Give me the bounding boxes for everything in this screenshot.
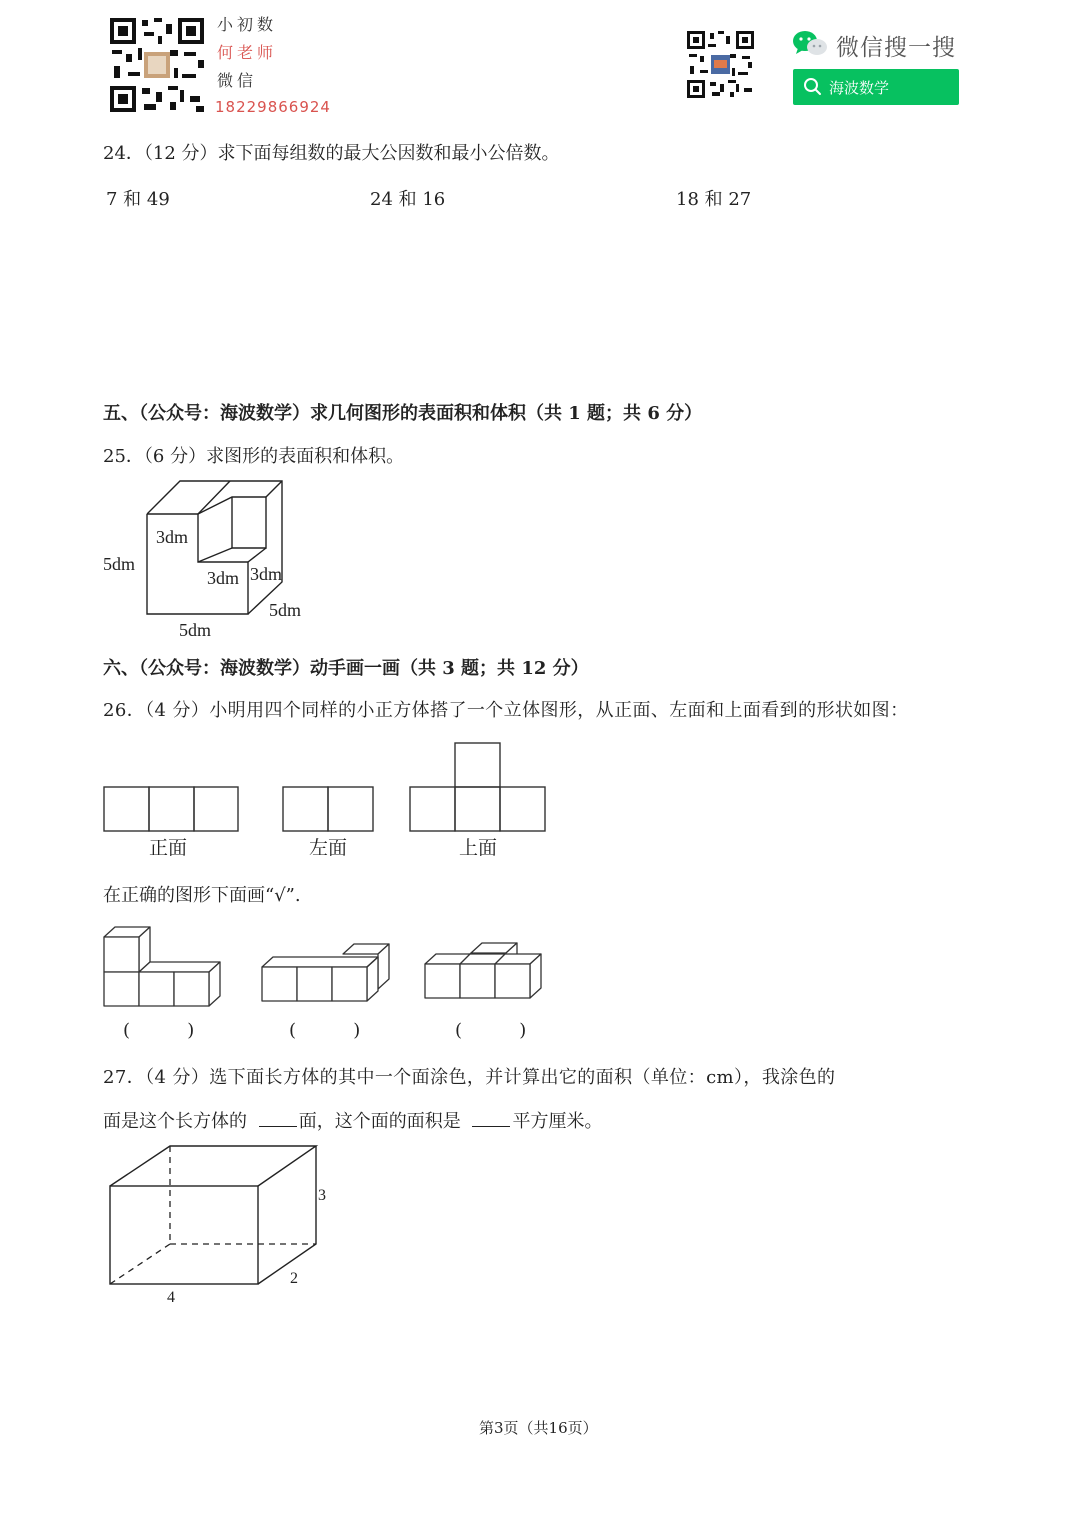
contact-phone: 18229866924 <box>215 98 331 116</box>
q27-line-2 <box>103 1107 602 1133</box>
section5-title: 五、（公众号：海波数学）求几何图形的表面积和体积（共 1 题；共 6 分） <box>103 403 703 424</box>
q27-dim-height: 3 <box>318 1187 326 1204</box>
q24-pair-1: 7 和 49 <box>106 189 170 210</box>
q26-answer-paren-3[interactable]: ( ) <box>455 1020 527 1041</box>
wechat-logo-icon <box>792 29 828 59</box>
view-label-left: 左面 <box>309 838 348 859</box>
section6-title: 六、（公众号：海波数学）动手画一画（共 3 题；共 12 分） <box>103 658 589 679</box>
q27-area-blank[interactable] <box>472 1110 510 1127</box>
q25-label-top-width: 3dm <box>156 527 189 547</box>
q24-pair-2: 24 和 16 <box>370 189 446 210</box>
q27-face-blank[interactable] <box>259 1110 297 1127</box>
contact-line-1: 小初数 <box>217 15 278 34</box>
q27-cuboid-figure <box>100 1140 340 1310</box>
search-button-label: 海波数学 <box>829 78 890 97</box>
q26-instruction: 在正确的图形下面画“√”. <box>103 885 301 906</box>
q27-line-2-part-a: 面是这个长方体的 <box>103 1111 247 1132</box>
contact-qr-code <box>108 16 206 114</box>
q27-line-2-part-b: 面，这个面的面积是 <box>298 1111 461 1132</box>
search-icon <box>803 77 823 97</box>
q25-title: 25．（6 分）求图形的表面积和体积。 <box>103 446 405 467</box>
q25-label-notch-width: 3dm <box>207 568 240 588</box>
page-number: 第3页（共16页） <box>479 1419 598 1437</box>
q25-label-notch-height: 3dm <box>250 564 283 584</box>
q25-l-shape-figure <box>95 475 320 645</box>
q27-line-2-part-c: 平方厘米。 <box>512 1111 603 1132</box>
q26-option-figures <box>100 922 550 1012</box>
contact-line-3: 微信 <box>217 71 258 90</box>
q25-label-depth: 5dm <box>269 600 302 620</box>
contact-line-2: 何老师 <box>217 43 278 62</box>
q24-title: 24．（12 分）求下面每组数的最大公因数和最小公倍数。 <box>103 143 560 164</box>
q26-answer-paren-2[interactable]: ( ) <box>289 1020 361 1041</box>
q26-answer-paren-1[interactable]: ( ) <box>123 1020 195 1041</box>
view-label-front: 正面 <box>149 838 188 859</box>
q26-title: 26．（4 分）小明用四个同样的小正方体搭了一个立体图形，从正面、左面和上面看到的形状如图： <box>103 700 909 721</box>
q25-label-height: 5dm <box>103 554 136 574</box>
wechat-search-title: 微信搜一搜 <box>836 35 956 61</box>
wechat-search-button[interactable] <box>793 69 959 105</box>
q27-dim-width: 2 <box>290 1270 298 1287</box>
q27-line-1: 27．（4 分）选下面长方体的其中一个面涂色，并计算出它的面积（单位：cm），我涂色的 <box>103 1067 836 1088</box>
wechat-qr-code <box>686 30 755 99</box>
q27-dim-length: 4 <box>167 1289 175 1306</box>
view-label-top: 上面 <box>459 838 498 859</box>
q24-pair-3: 18 和 27 <box>676 189 752 210</box>
q25-label-length: 5dm <box>179 620 212 640</box>
